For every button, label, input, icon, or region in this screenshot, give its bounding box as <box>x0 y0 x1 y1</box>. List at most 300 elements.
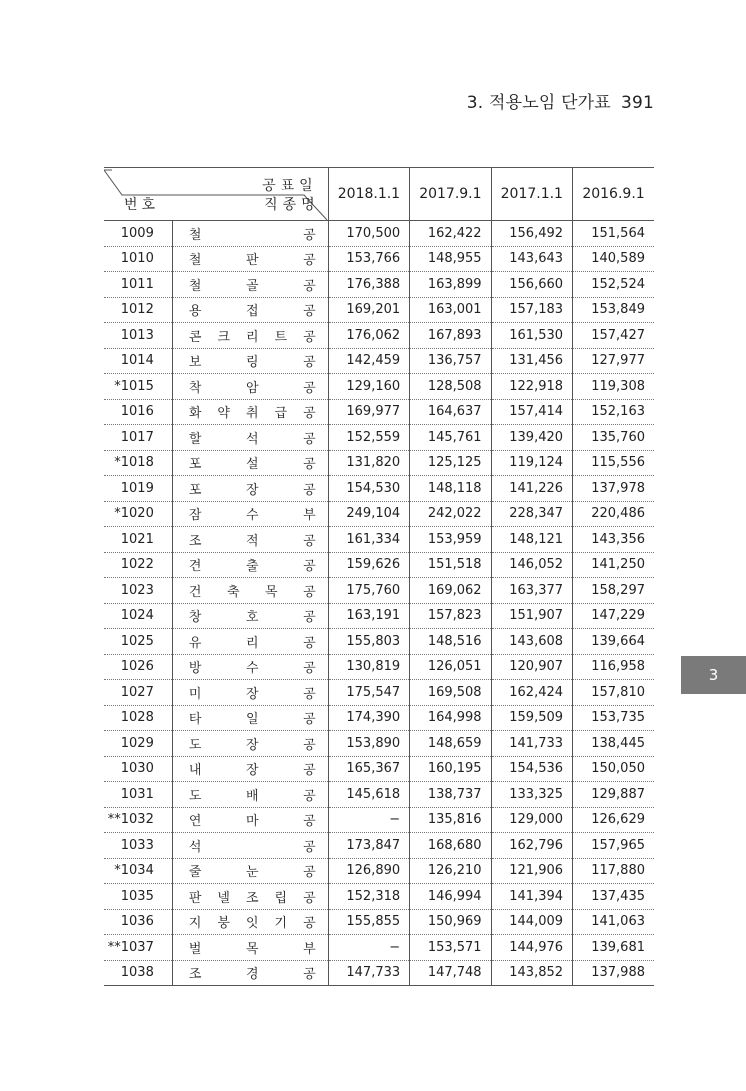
wage-value-cell: − <box>328 807 409 833</box>
wage-value-cell: 140,589 <box>573 246 654 272</box>
wage-value-cell: 228,347 <box>491 501 572 527</box>
job-name-cell <box>172 552 328 578</box>
job-name-char: 출 <box>246 559 259 575</box>
job-name-char: 적 <box>246 533 259 549</box>
date-column-header: 2017.1.1 <box>491 168 572 221</box>
job-code-cell: 1030 <box>104 756 172 782</box>
job-code-cell: *1018 <box>104 450 172 476</box>
wage-value-cell: 175,547 <box>328 680 409 706</box>
wage-value-cell: 143,608 <box>491 629 572 655</box>
section-title: 3. 적용노임 단가표 <box>466 93 611 113</box>
corner-number-label: 번호 <box>124 197 160 213</box>
wage-value-cell: 162,424 <box>491 680 572 706</box>
wage-value-cell: 148,118 <box>410 476 491 502</box>
job-name-char: 목 <box>265 584 278 600</box>
table-row <box>104 297 654 323</box>
job-name-cell <box>172 731 328 757</box>
table-row <box>104 527 654 553</box>
job-name-char: 공 <box>303 788 316 804</box>
wage-value-cell: 129,160 <box>328 374 409 400</box>
job-code-cell: 1023 <box>104 578 172 604</box>
job-name-char: 할 <box>188 431 202 447</box>
job-code-cell: 1017 <box>104 425 172 451</box>
wage-value-cell: 130,819 <box>328 654 409 680</box>
chapter-tab: 3 <box>681 656 746 694</box>
job-code-cell: **1032 <box>104 807 172 833</box>
job-name-cell <box>172 501 328 527</box>
wage-value-cell: 152,524 <box>573 272 654 298</box>
job-code-cell: 1013 <box>104 323 172 349</box>
job-name-char: 수 <box>246 508 259 524</box>
wage-value-cell: 159,626 <box>328 552 409 578</box>
wage-value-cell: 145,761 <box>410 425 491 451</box>
wage-value-cell: 137,978 <box>573 476 654 502</box>
job-name-cell <box>172 476 328 502</box>
wage-value-cell: 151,518 <box>410 552 491 578</box>
job-code-cell: 1026 <box>104 654 172 680</box>
wage-value-cell: 144,976 <box>491 935 572 961</box>
job-name-char: 내 <box>188 763 202 779</box>
job-name-char: 링 <box>246 355 259 371</box>
table-row <box>104 756 654 782</box>
job-name-char: 넬 <box>217 890 230 906</box>
wage-value-cell: 142,459 <box>328 348 409 374</box>
job-name-cell <box>172 909 328 935</box>
table-row <box>104 552 654 578</box>
job-name-char: 조 <box>188 967 202 983</box>
wage-value-cell: 163,377 <box>491 578 572 604</box>
job-name-cell <box>172 374 328 400</box>
job-name-char: 착 <box>188 380 202 396</box>
wage-value-cell: 153,890 <box>328 731 409 757</box>
job-name-char: 콘 <box>188 329 202 345</box>
job-name-char: 공 <box>303 610 316 626</box>
job-name-char: 보 <box>188 355 202 371</box>
job-name-cell <box>172 833 328 859</box>
job-name-char: 급 <box>274 406 288 422</box>
wage-value-cell: 143,643 <box>491 246 572 272</box>
wage-value-cell: 128,508 <box>410 374 491 400</box>
job-name-char: 공 <box>303 329 316 345</box>
wage-value-cell: 119,308 <box>573 374 654 400</box>
wage-value-cell: 157,810 <box>573 680 654 706</box>
wage-value-cell: 168,680 <box>410 833 491 859</box>
wage-value-cell: 126,629 <box>573 807 654 833</box>
job-name-char: 공 <box>303 559 316 575</box>
wage-value-cell: 175,760 <box>328 578 409 604</box>
job-name-cell <box>172 807 328 833</box>
job-name-char: 판 <box>188 890 202 906</box>
wage-value-cell: 152,163 <box>573 399 654 425</box>
page-header <box>467 88 654 113</box>
wage-value-cell: 121,906 <box>491 858 572 884</box>
wage-value-cell: 148,516 <box>410 629 491 655</box>
job-code-cell: 1036 <box>104 909 172 935</box>
job-code-cell: 1016 <box>104 399 172 425</box>
table-row <box>104 323 654 349</box>
job-name-cell <box>172 272 328 298</box>
job-code-cell: 1022 <box>104 552 172 578</box>
wage-value-cell: 141,394 <box>491 884 572 910</box>
wage-value-cell: 159,509 <box>491 705 572 731</box>
table-row <box>104 476 654 502</box>
job-name-char: 공 <box>303 406 316 422</box>
job-name-char: 공 <box>303 712 316 728</box>
job-name-char: 눈 <box>246 865 259 881</box>
table-row <box>104 425 654 451</box>
date-column-header: 2016.9.1 <box>573 168 654 221</box>
table-row <box>104 960 654 986</box>
job-name-char: 미 <box>188 686 202 702</box>
table-row <box>104 450 654 476</box>
wage-value-cell: 157,965 <box>573 833 654 859</box>
wage-value-cell: 141,733 <box>491 731 572 757</box>
table-row <box>104 680 654 706</box>
wage-value-cell: 174,390 <box>328 705 409 731</box>
table-body <box>104 221 654 986</box>
table-row <box>104 833 654 859</box>
wage-value-cell: 148,121 <box>491 527 572 553</box>
job-name-char: 견 <box>188 559 202 575</box>
job-name-char: 장 <box>246 763 259 779</box>
job-name-char: 약 <box>217 406 230 422</box>
wage-value-cell: 131,456 <box>491 348 572 374</box>
wage-value-cell: 126,051 <box>410 654 491 680</box>
job-name-char: 공 <box>303 584 316 600</box>
job-name-char: 립 <box>274 890 288 906</box>
job-name-char: 취 <box>245 406 259 422</box>
wage-value-cell: 169,977 <box>328 399 409 425</box>
wage-value-cell: 152,318 <box>328 884 409 910</box>
wage-value-cell: 150,050 <box>573 756 654 782</box>
wage-value-cell: 151,564 <box>573 221 654 247</box>
wage-value-cell: 157,823 <box>410 603 491 629</box>
wage-value-cell: 242,022 <box>410 501 491 527</box>
corner-date-label: 공표일 <box>262 178 318 194</box>
wage-value-cell: 170,500 <box>328 221 409 247</box>
job-name-char: 유 <box>188 635 202 651</box>
table-header-row <box>104 168 654 221</box>
wage-value-cell: 137,435 <box>573 884 654 910</box>
wage-value-cell: 173,847 <box>328 833 409 859</box>
job-name-cell <box>172 450 328 476</box>
wage-value-cell: 167,893 <box>410 323 491 349</box>
corner-job-label: 직종명 <box>264 197 320 213</box>
job-name-cell <box>172 603 328 629</box>
table-row <box>104 221 654 247</box>
wage-value-cell: 136,757 <box>410 348 491 374</box>
job-name-char: 조 <box>245 890 259 906</box>
job-code-cell: 1035 <box>104 884 172 910</box>
wage-value-cell: 115,556 <box>573 450 654 476</box>
wage-value-cell: 145,618 <box>328 782 409 808</box>
job-name-char: 공 <box>303 890 316 906</box>
job-name-char: 리 <box>245 329 259 345</box>
job-name-char: 공 <box>303 380 316 396</box>
job-name-char: 창 <box>188 610 202 626</box>
job-name-char: 방 <box>188 661 202 677</box>
job-name-cell <box>172 654 328 680</box>
job-name-char: 판 <box>246 253 259 269</box>
wage-value-cell: 127,977 <box>573 348 654 374</box>
job-name-char: 공 <box>303 304 316 320</box>
wage-value-cell: 157,414 <box>491 399 572 425</box>
job-name-char: 공 <box>303 431 316 447</box>
job-code-cell: 1024 <box>104 603 172 629</box>
wage-value-cell: 154,536 <box>491 756 572 782</box>
wage-value-cell: 164,637 <box>410 399 491 425</box>
wage-value-cell: 164,998 <box>410 705 491 731</box>
job-name-char: 타 <box>188 712 202 728</box>
wage-value-cell: 139,664 <box>573 629 654 655</box>
wage-value-cell: 158,297 <box>573 578 654 604</box>
table-row <box>104 399 654 425</box>
job-name-char: 연 <box>188 814 202 830</box>
wage-value-cell: 155,855 <box>328 909 409 935</box>
wage-value-cell: 138,737 <box>410 782 491 808</box>
wage-value-cell: 135,760 <box>573 425 654 451</box>
job-code-cell: 1011 <box>104 272 172 298</box>
job-code-cell: 1031 <box>104 782 172 808</box>
job-name-char: 축 <box>226 584 240 600</box>
table-row <box>104 348 654 374</box>
job-name-char: 지 <box>188 916 202 932</box>
wage-value-cell: 161,334 <box>328 527 409 553</box>
job-name-char: 기 <box>274 916 288 932</box>
job-name-char: 배 <box>246 788 259 804</box>
wage-value-cell: 143,852 <box>491 960 572 986</box>
job-code-cell: *1015 <box>104 374 172 400</box>
wage-value-cell: 122,918 <box>491 374 572 400</box>
table-row <box>104 782 654 808</box>
job-name-char: 붕 <box>217 916 230 932</box>
wage-value-cell: 135,816 <box>410 807 491 833</box>
wage-value-cell: 139,681 <box>573 935 654 961</box>
job-name-char: 석 <box>246 431 259 447</box>
job-name-cell <box>172 297 328 323</box>
wage-rate-table <box>104 167 654 986</box>
job-name-cell <box>172 527 328 553</box>
job-code-cell: 1028 <box>104 705 172 731</box>
wage-value-cell: 147,733 <box>328 960 409 986</box>
job-code-cell: *1020 <box>104 501 172 527</box>
job-name-char: 조 <box>188 533 202 549</box>
job-name-char: 목 <box>246 941 259 957</box>
job-code-cell: **1037 <box>104 935 172 961</box>
wage-value-cell: 169,508 <box>410 680 491 706</box>
wage-value-cell: 148,955 <box>410 246 491 272</box>
job-name-char: 골 <box>246 278 259 294</box>
wage-value-cell: 133,325 <box>491 782 572 808</box>
wage-value-cell: 129,000 <box>491 807 572 833</box>
job-name-char: 철 <box>188 253 202 269</box>
job-name-char: 철 <box>188 227 202 243</box>
table-row <box>104 578 654 604</box>
date-column-header: 2018.1.1 <box>328 168 409 221</box>
job-name-cell <box>172 578 328 604</box>
page-number: 391 <box>620 93 654 113</box>
table-row <box>104 654 654 680</box>
wage-value-cell: 150,969 <box>410 909 491 935</box>
job-name-char: 줄 <box>188 865 202 881</box>
job-name-cell <box>172 782 328 808</box>
job-name-char: 공 <box>303 763 316 779</box>
wage-value-cell: 220,486 <box>573 501 654 527</box>
job-name-char: 경 <box>246 967 259 983</box>
job-name-char: 화 <box>188 406 202 422</box>
wage-value-cell: 153,571 <box>410 935 491 961</box>
job-name-char: 잠 <box>188 508 202 524</box>
job-name-char: 철 <box>188 278 202 294</box>
wage-value-cell: 139,420 <box>491 425 572 451</box>
wage-value-cell: 126,210 <box>410 858 491 884</box>
wage-value-cell: 116,958 <box>573 654 654 680</box>
job-name-char: 일 <box>246 712 259 728</box>
table-row <box>104 807 654 833</box>
job-name-char: 공 <box>303 967 316 983</box>
job-name-char: 건 <box>188 584 202 600</box>
table-row <box>104 374 654 400</box>
job-name-char: 공 <box>303 533 316 549</box>
table-row <box>104 603 654 629</box>
wage-value-cell: 147,229 <box>573 603 654 629</box>
job-name-char: 트 <box>274 329 288 345</box>
job-name-cell <box>172 425 328 451</box>
job-code-cell: 1033 <box>104 833 172 859</box>
table-row <box>104 935 654 961</box>
wage-value-cell: 141,063 <box>573 909 654 935</box>
wage-value-cell: 117,880 <box>573 858 654 884</box>
job-code-cell: 1021 <box>104 527 172 553</box>
table-row <box>104 858 654 884</box>
date-column-header: 2017.9.1 <box>410 168 491 221</box>
job-name-char: 공 <box>303 227 316 243</box>
wage-value-cell: 249,104 <box>328 501 409 527</box>
wage-value-cell: 129,887 <box>573 782 654 808</box>
job-name-char: 암 <box>246 380 259 396</box>
job-name-cell <box>172 884 328 910</box>
job-name-cell <box>172 858 328 884</box>
job-name-char: 장 <box>246 737 259 753</box>
job-name-char: 잇 <box>245 916 259 932</box>
table-row <box>104 705 654 731</box>
wage-value-cell: 143,356 <box>573 527 654 553</box>
job-code-cell: 1010 <box>104 246 172 272</box>
wage-value-cell: 148,659 <box>410 731 491 757</box>
table-row <box>104 731 654 757</box>
wage-value-cell: 152,559 <box>328 425 409 451</box>
job-name-char: 설 <box>246 457 259 473</box>
job-name-char: 도 <box>188 737 202 753</box>
wage-value-cell: 163,191 <box>328 603 409 629</box>
job-code-cell: *1034 <box>104 858 172 884</box>
job-name-char: 크 <box>217 329 230 345</box>
table-row <box>104 909 654 935</box>
job-name-cell <box>172 323 328 349</box>
job-name-cell <box>172 960 328 986</box>
wage-value-cell: 141,250 <box>573 552 654 578</box>
job-name-char: 도 <box>188 788 202 804</box>
job-name-cell <box>172 221 328 247</box>
wage-value-cell: 119,124 <box>491 450 572 476</box>
wage-value-cell: 165,367 <box>328 756 409 782</box>
wage-value-cell: 131,820 <box>328 450 409 476</box>
job-name-cell <box>172 629 328 655</box>
job-code-cell: 1029 <box>104 731 172 757</box>
job-code-cell: 1025 <box>104 629 172 655</box>
job-name-char: 공 <box>303 355 316 371</box>
table-row <box>104 272 654 298</box>
wage-value-cell: 162,796 <box>491 833 572 859</box>
job-name-char: 공 <box>303 253 316 269</box>
job-name-char: 공 <box>303 482 316 498</box>
wage-value-cell: 156,492 <box>491 221 572 247</box>
job-name-char: 공 <box>303 814 316 830</box>
wage-value-cell: 146,052 <box>491 552 572 578</box>
wage-value-cell: 126,890 <box>328 858 409 884</box>
job-name-char: 장 <box>246 686 259 702</box>
wage-value-cell: 176,388 <box>328 272 409 298</box>
table-row <box>104 501 654 527</box>
job-name-char: 포 <box>188 457 202 473</box>
wage-value-cell: 155,803 <box>328 629 409 655</box>
job-code-cell: 1014 <box>104 348 172 374</box>
wage-value-cell: 163,899 <box>410 272 491 298</box>
wage-value-cell: 169,062 <box>410 578 491 604</box>
wage-value-cell: 153,766 <box>328 246 409 272</box>
wage-value-cell: 160,195 <box>410 756 491 782</box>
job-name-char: 공 <box>303 278 316 294</box>
wage-value-cell: 163,001 <box>410 297 491 323</box>
job-name-char: 용 <box>188 304 202 320</box>
job-code-cell: 1012 <box>104 297 172 323</box>
job-name-char: 접 <box>246 304 259 320</box>
job-name-cell <box>172 756 328 782</box>
table-row <box>104 884 654 910</box>
wage-value-cell: 141,226 <box>491 476 572 502</box>
job-name-char: 공 <box>303 865 316 881</box>
job-code-cell: 1027 <box>104 680 172 706</box>
table-row <box>104 629 654 655</box>
job-name-char: 호 <box>246 610 259 626</box>
job-name-cell <box>172 246 328 272</box>
wage-value-cell: 156,660 <box>491 272 572 298</box>
wage-value-cell: 137,988 <box>573 960 654 986</box>
wage-value-cell: 157,183 <box>491 297 572 323</box>
job-name-char: 포 <box>188 482 202 498</box>
job-name-char: 공 <box>303 661 316 677</box>
job-name-char: 장 <box>246 482 259 498</box>
job-name-char: 리 <box>246 635 259 651</box>
wage-value-cell: 120,907 <box>491 654 572 680</box>
job-code-cell: 1038 <box>104 960 172 986</box>
wage-value-cell: − <box>328 935 409 961</box>
job-name-cell <box>172 935 328 961</box>
job-name-char: 마 <box>246 814 259 830</box>
job-name-char: 공 <box>303 737 316 753</box>
wage-value-cell: 144,009 <box>491 909 572 935</box>
wage-value-cell: 153,849 <box>573 297 654 323</box>
wage-value-cell: 157,427 <box>573 323 654 349</box>
job-name-cell <box>172 680 328 706</box>
job-name-cell <box>172 348 328 374</box>
job-code-cell: 1019 <box>104 476 172 502</box>
job-name-char: 공 <box>303 457 316 473</box>
job-name-char: 공 <box>303 916 316 932</box>
wage-value-cell: 153,735 <box>573 705 654 731</box>
job-name-cell <box>172 705 328 731</box>
wage-value-cell: 162,422 <box>410 221 491 247</box>
